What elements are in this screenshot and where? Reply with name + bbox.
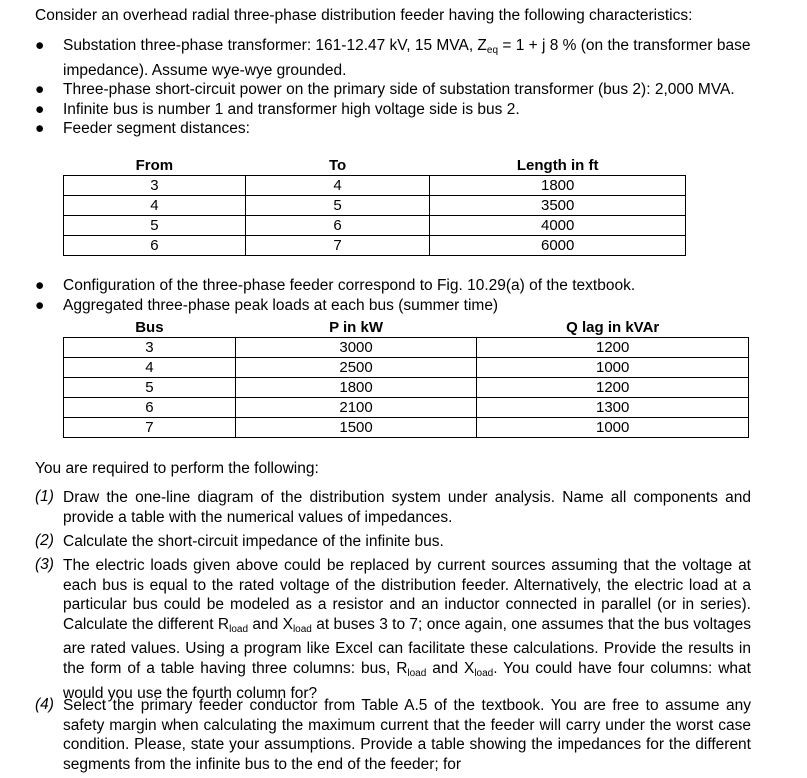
bullet-icon: ● bbox=[35, 296, 45, 314]
table-cell: 1200 bbox=[477, 338, 749, 358]
column-header: Bus bbox=[64, 318, 236, 338]
table-cell: 3 bbox=[64, 176, 246, 196]
list-item-text: Configuration of the three-phase feeder correspond to Fig. 10.29(a) of the textbook. bbox=[63, 277, 636, 294]
task-number: (2) bbox=[35, 532, 54, 549]
table-cell: 4 bbox=[64, 196, 246, 216]
task-number: (4) bbox=[35, 696, 54, 713]
list-item bbox=[0, 119, 753, 139]
list-item bbox=[0, 36, 753, 80]
table-cell: 4000 bbox=[430, 216, 686, 236]
table-row bbox=[64, 418, 749, 438]
table-cell: 3 bbox=[64, 338, 236, 358]
table-cell: 1000 bbox=[477, 358, 749, 378]
table-cell: 2500 bbox=[235, 358, 477, 378]
table-header-row bbox=[64, 318, 749, 338]
table-cell: 5 bbox=[64, 378, 236, 398]
table-row bbox=[64, 236, 686, 256]
segments-table bbox=[63, 156, 686, 256]
task-number: (3) bbox=[35, 556, 54, 573]
table-row bbox=[64, 176, 686, 196]
table-cell: 3500 bbox=[430, 196, 686, 216]
table-cell: 1500 bbox=[235, 418, 477, 438]
table-header-row bbox=[64, 156, 686, 176]
intro-text: Consider an overhead radial three-phase distribution feeder having the following characteristics: bbox=[35, 7, 693, 24]
list-item bbox=[0, 100, 753, 120]
column-header: Q lag in kVAr bbox=[477, 318, 749, 338]
table-cell: 4 bbox=[64, 358, 236, 378]
list-item-text: Feeder segment distances: bbox=[63, 120, 250, 137]
table-cell: 7 bbox=[245, 236, 430, 256]
column-header: To bbox=[245, 156, 430, 176]
table-cell: 2100 bbox=[235, 398, 477, 418]
task-text: The electric loads given above could be replaced by current sources assuming that the voltage at each bus is equal to the rated voltage of the distribution feeder. Alternatively, the electric load at a particular bus could be modeled as a resistor and an inductor connected in parallel (or in series). Calculate the different $R_{load}$ and $X_{load}$ at buses 3 to 7; once again, one assumes that the bus voltages are rated values. Using a program like Excel can facilitate these calculations. Provide the results in the form of a table having three columns: bus, $R_{load}$ and $X_{load}$. You could have four columns: what would you use the fourth column for? bbox=[63, 557, 751, 702]
list-item-text: Aggregated three-phase peak loads at each bus (summer time) bbox=[63, 296, 499, 314]
task-text: Select the primary feeder conductor from Table A.5 of the textbook. You are free to assume any safety margin when calculating the maximum current that the feeder will carry under the worst case condition. Please, state your assumptions. Provide a table showing the impedances for the different segments from the infinite bus to the end of the feeder; for bbox=[63, 697, 751, 773]
table-cell: 1000 bbox=[477, 418, 749, 438]
list-item bbox=[0, 80, 753, 100]
table-cell: 1800 bbox=[430, 176, 686, 196]
bullet-icon: ● bbox=[35, 120, 45, 137]
characteristics-list bbox=[0, 36, 753, 139]
column-header: P in kW bbox=[235, 318, 477, 338]
list-item-text: Three-phase short-circuit power on the primary side of substation transformer (bus 2): 2,000 MVA. bbox=[63, 81, 735, 98]
subscript: eq bbox=[486, 45, 499, 56]
requirements-heading: You are required to perform the following: bbox=[35, 460, 319, 477]
task-number: (1) bbox=[35, 488, 54, 505]
list-item bbox=[0, 276, 753, 296]
list-item-text: Substation three-phase transformer: 161-12.47 kV, 15 MVA, Z bbox=[63, 37, 487, 54]
table-cell: 1300 bbox=[477, 398, 749, 418]
table-row bbox=[64, 398, 749, 418]
table-row bbox=[64, 338, 749, 358]
table-row bbox=[64, 196, 686, 216]
list-item bbox=[0, 296, 753, 316]
table-row bbox=[64, 378, 749, 398]
table-cell: 1200 bbox=[477, 378, 749, 398]
table-row bbox=[64, 216, 686, 236]
table-cell: 3000 bbox=[235, 338, 477, 358]
configuration-list bbox=[0, 276, 753, 315]
list-item-text: = 1 + j 8 % (on the transformer base impedance). Assume wye-wye grounded. bbox=[63, 37, 751, 79]
task-text: Calculate the short-circuit impedance of the infinite bus. bbox=[63, 533, 444, 550]
table-cell: 5 bbox=[64, 216, 246, 236]
table-cell: 1800 bbox=[235, 378, 477, 398]
bullet-icon: ● bbox=[35, 100, 45, 118]
table-cell: 4 bbox=[245, 176, 430, 196]
table-row bbox=[64, 358, 749, 378]
table-cell: 7 bbox=[64, 418, 236, 438]
table-cell: 6 bbox=[64, 398, 236, 418]
bullet-icon: ● bbox=[35, 81, 45, 98]
table-cell: 6 bbox=[245, 216, 430, 236]
loads-table bbox=[63, 318, 749, 438]
list-item-text: Infinite bus is number 1 and transformer high voltage side is bus 2. bbox=[63, 100, 520, 118]
table-cell: 5 bbox=[245, 196, 430, 216]
table-cell: 6000 bbox=[430, 236, 686, 256]
bullet-icon: ● bbox=[35, 37, 45, 54]
column-header: Length in ft bbox=[430, 156, 686, 176]
column-header: From bbox=[64, 156, 246, 176]
bullet-icon: ● bbox=[35, 277, 45, 294]
task-text: Draw the one-line diagram of the distribution system under analysis. Name all components and provide a table with the numerical values of impedances. bbox=[63, 489, 751, 526]
table-cell: 6 bbox=[64, 236, 246, 256]
